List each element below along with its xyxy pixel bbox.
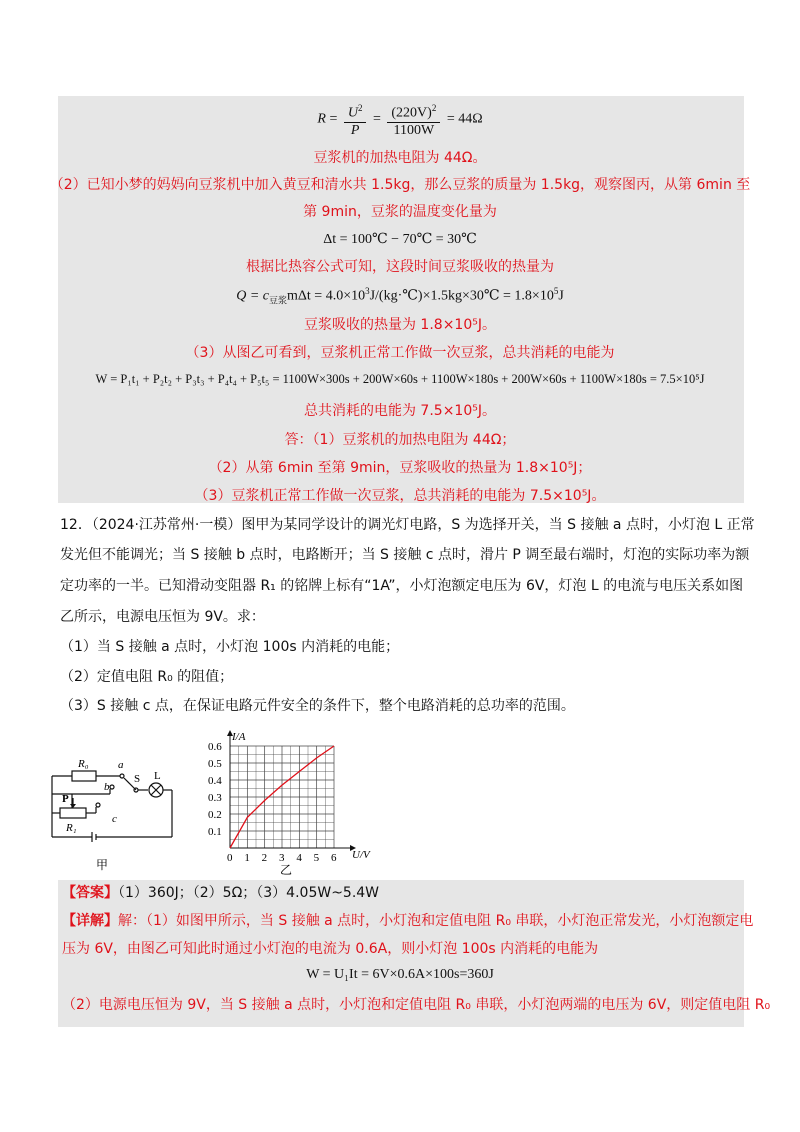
y-tick-label: 0.1 (208, 826, 222, 838)
iu-chart (196, 730, 386, 880)
question-line-4: 乙所示，电源电压恒为 9V。求： (60, 609, 265, 625)
detail-line-3: （2）电源电压恒为 9V，当 S 接触 a 点时，小灯泡和定值电阻 R₀ 串联，小灯泡两端的电压为 6V，则定值电阻 R₀ (62, 997, 771, 1013)
label-c: c (112, 813, 117, 825)
circuit-diagram (40, 752, 190, 877)
question-line-2: 发光但不能调光；当 S 接触 b 点时，电路断开；当 S 接触 c 点时，滑片 P 调至最右端时，灯泡的实际功率为额 (60, 547, 750, 563)
detail-tag: 【详解】 (62, 913, 118, 929)
sol-line-1: 豆浆机的加热电阻为 44Ω。 (313, 150, 487, 166)
answer-text: （1）360J；（2）5Ω；（3）4.05W~5.4W (118, 885, 380, 901)
y-tick-label: 0.2 (208, 809, 222, 821)
formula-q: $Q = c_{豆浆}m\Delta t$ = $4.0\times 10^3J/(kg\cdot℃)\times 1.5kg\times 30℃ = 1.8\times 10^5J$ (236, 286, 564, 306)
detail-line-2: 压为 6V，由图乙可知此时通过小灯泡的电流为 0.6A，则小灯泡 100s 内消耗的电能为 (62, 941, 599, 957)
question-sub-1: （1）当 S 接触 a 点时，小灯泡 100s 内消耗的电能； (60, 639, 400, 655)
question-line-3: 定功率的一半。已知滑动变阻器 R₁ 的铭牌上标有“1A”，小灯泡额定电压为 6V，灯泡 L 的电流与电压关系如图 (60, 578, 744, 594)
label-r0: R₀ (78, 758, 89, 770)
node-c (96, 803, 100, 807)
formula-dt: Δt = 100℃ − 70℃ = 30℃ (323, 232, 477, 247)
question-sub-3: （3）S 接触 c 点，在保证电路元件安全的条件下，整个电路消耗的总功率的范围。 (60, 698, 575, 714)
y-axis-label: I/A (232, 731, 246, 743)
r0-resistor (72, 771, 96, 781)
sol-line-9: （2）从第 6min 至第 9min，豆浆吸收的热量为 1.8×10⁵J； (208, 460, 592, 476)
sol-line-7: 总共消耗的电能为 7.5×10⁵J。 (303, 403, 496, 419)
x-tick-label: 4 (296, 852, 302, 864)
formula-r: R = $\frac{U^2}{P}$ = $\frac{(220V)^2}{1100W}$ = 44Ω (0, 100, 800, 139)
sol-line-6: （3）从图乙可看到，豆浆机正常工作做一次豆浆，总共消耗的电能为 (185, 345, 615, 361)
label-l: L (154, 770, 161, 782)
y-tick-label: 0.5 (208, 758, 222, 770)
y-tick-label: 0.3 (208, 792, 222, 804)
x-axis-label: U/V (352, 849, 370, 861)
y-tick-label: 0.4 (208, 775, 222, 787)
label-s: S (134, 773, 141, 785)
sol-line-5: 豆浆吸收的热量为 1.8×10⁵J。 (303, 317, 496, 333)
sol-line-8: 答：（1）豆浆机的加热电阻为 44Ω； (284, 432, 516, 448)
sol-line-4: 根据比热容公式可知，这段时间豆浆吸收的热量为 (246, 259, 554, 275)
answer-tag: 【答案】 (62, 885, 118, 901)
label-p: P (62, 793, 69, 805)
x-tick-label: 1 (244, 852, 250, 864)
sol-line-10: （3）豆浆机正常工作做一次豆浆，总共消耗的电能为 7.5×10⁵J。 (194, 488, 606, 504)
sol-line-2: （2）已知小梦的妈妈向豆浆机中加入黄豆和清水共 1.5kg，那么豆浆的质量为 1.5kg，观察图丙，从第 6min 至 (49, 177, 751, 193)
circuit-caption: 甲 (96, 858, 109, 872)
question-sub-2: （2）定值电阻 R₀ 的阻值； (60, 669, 234, 685)
label-a: a (118, 759, 124, 771)
x-tick-label: 3 (279, 852, 285, 864)
node-a (120, 774, 124, 778)
node-b (110, 785, 114, 789)
chart-caption: 乙 (280, 863, 293, 877)
x-tick-label: 0 (227, 852, 233, 864)
sol-line-3: 第 9min，豆浆的温度变化量为 (303, 204, 497, 220)
label-b: b (104, 781, 110, 793)
formula-w: W = P₁t₁ + P₂t₂ + P₃t₃ + P₄t₄ + P₅t₅ = 1100W×300s + 200W×60s + 1100W×180s + 200W×60s + 1100W×180s = 7.5×10⁵J (95, 372, 705, 386)
question-line-1: 12．（2024·江苏常州·一模）图甲为某同学设计的调光灯电路，S 为选择开关，当 S 接触 a 点时，小灯泡 L 正常 (60, 517, 755, 533)
answer-line (62, 884, 379, 902)
detail-line-1 (62, 912, 753, 930)
detail-text-1: 解：（1）如图甲所示，当 S 接触 a 点时，小灯泡和定值电阻 R₀ 串联，小灯泡正常发光，小灯泡额定电 (118, 913, 754, 929)
x-tick-label: 2 (261, 852, 268, 864)
r1-rheostat (60, 808, 86, 818)
label-r1: R₁ (66, 822, 77, 834)
y-tick-label: 0.6 (208, 741, 222, 753)
x-tick-label: 5 (313, 852, 320, 864)
formula-w1: W = U₁It = 6V×0.6A×100s=360J (306, 967, 494, 982)
x-tick-label: 6 (331, 852, 337, 864)
